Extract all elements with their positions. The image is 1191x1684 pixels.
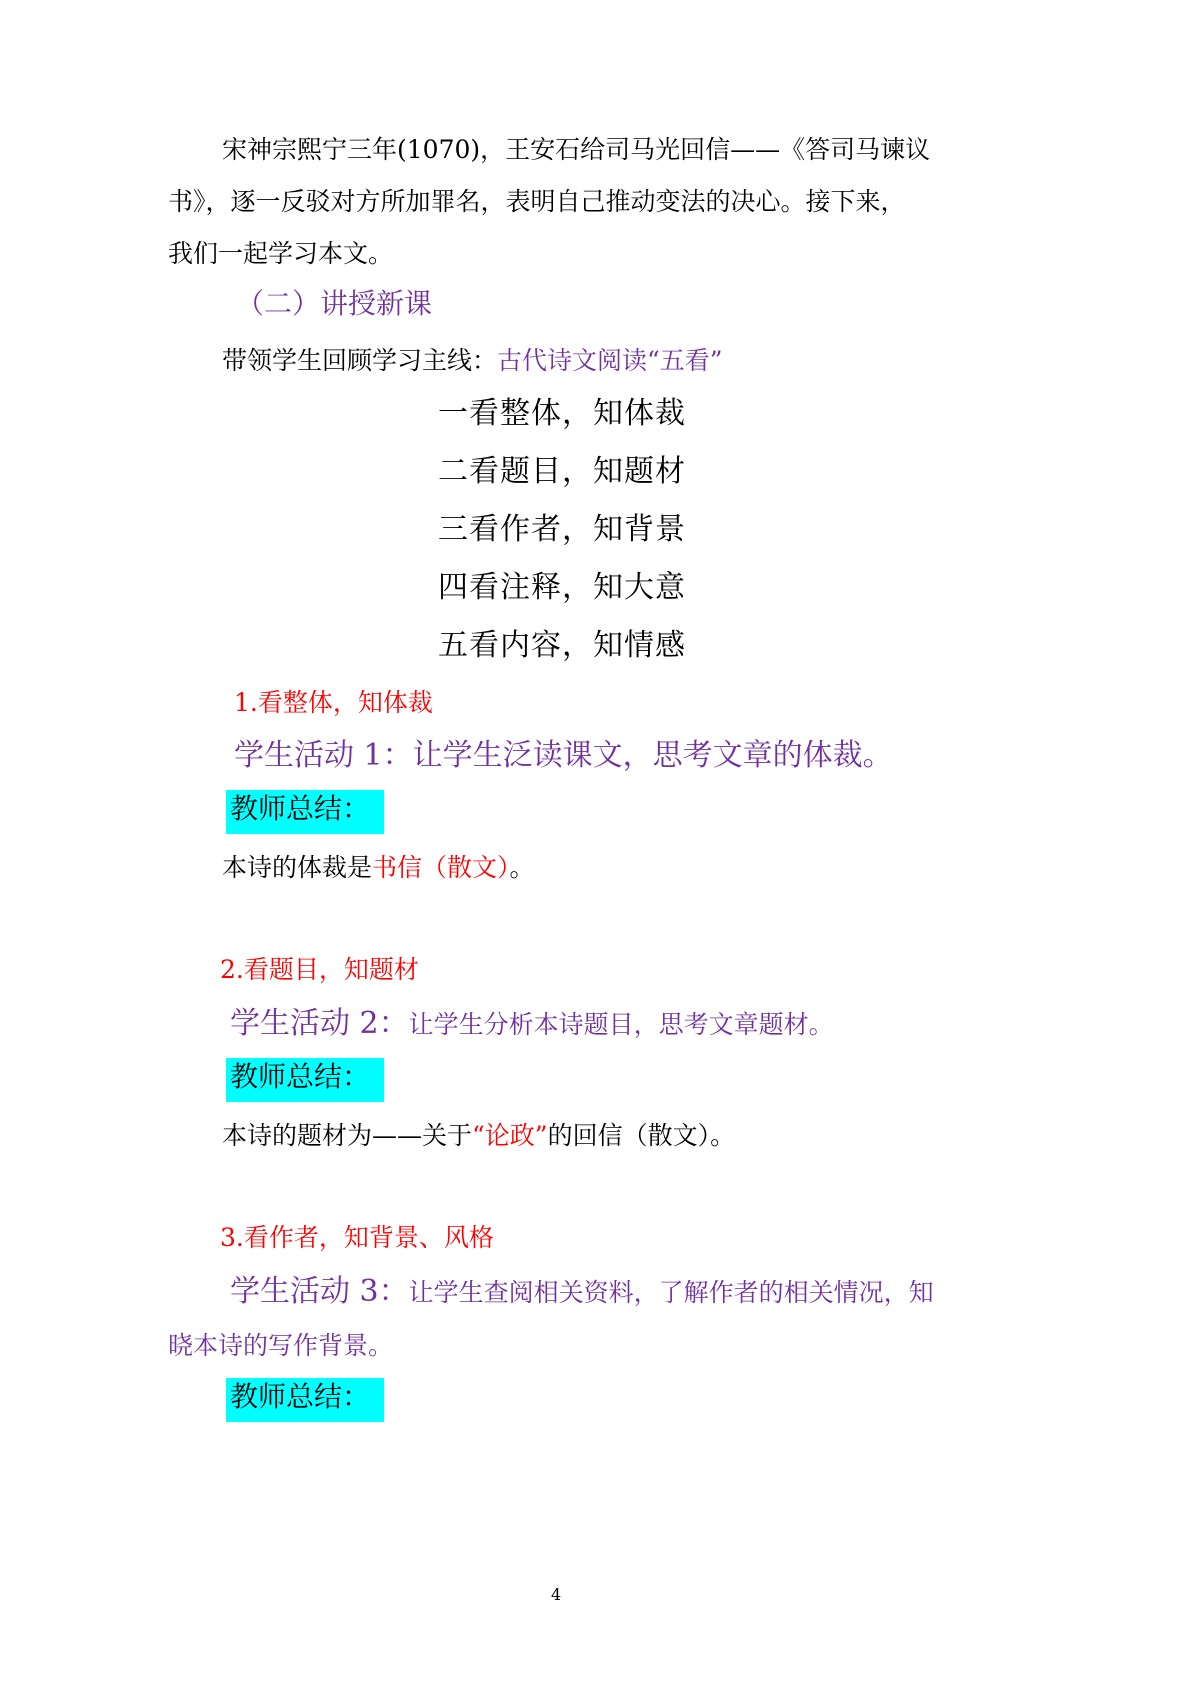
mainline-prefix: 带领学生回顾学习主线： [222,346,498,375]
part3-activity-text: 让学生查阅相关资料，了解作者的相关情况，知 [408,1278,934,1307]
highlight-mark: 教师总结： [226,790,384,834]
part2-activity-label: 学生活动 2： [230,1006,409,1041]
part2-summary-prefix: 本诗的题材为——关于 [222,1121,473,1150]
part3-title: 3.看作者，知背景、风格 [220,1223,494,1252]
part3-activity-continued: 晓本诗的写作背景。 [168,1331,394,1360]
part1-summary [222,848,535,884]
mainline-text [222,341,723,377]
section-heading: （二）讲授新课 [236,287,433,320]
part3-activity [230,1266,934,1310]
five-looks-item-4: 四看注释，知大意 [438,570,686,605]
part2-teacher-summary-label [226,1058,384,1102]
intro-line-3: 我们一起学习本文。 [168,239,394,268]
part1-summary-suffix: 。 [509,853,535,882]
part1-summary-prefix: 本诗的体裁是 [222,853,373,882]
five-looks-item-3: 三看作者，知背景 [438,512,686,547]
mainline-highlight: 古代诗文阅读“五看” [497,346,723,375]
intro-line-1: 宋神宗熙宁三年(1070)，王安石给司马光回信——《答司马谏议 [222,135,931,164]
intro-line-2: 书》，逐一反驳对方所加罪名，表明自己推动变法的决心。接下来， [168,187,906,216]
part2-summary [222,1116,735,1152]
part2-summary-highlight: “论政” [472,1121,548,1150]
five-looks-item-2: 二看题目，知题材 [438,454,686,489]
part3-teacher-summary-label [226,1378,384,1422]
highlight-mark: 教师总结： [226,1058,384,1102]
part1-activity: 学生活动 1：让学生泛读课文，思考文章的体裁。 [234,738,893,773]
page-number: 4 [551,1585,562,1604]
part2-activity [230,998,834,1042]
part1-title: 1.看整体，知体裁 [234,688,433,717]
part3-activity-label: 学生活动 3： [230,1274,409,1309]
five-looks-item-5: 五看内容，知情感 [438,628,686,663]
part2-activity-text: 让学生分析本诗题目，思考文章题材。 [408,1010,834,1039]
five-looks-item-1: 一看整体，知体裁 [438,396,686,431]
part2-title: 2.看题目，知题材 [220,955,419,984]
part1-teacher-summary-label [226,790,384,834]
highlight-mark: 教师总结： [226,1378,384,1422]
part2-summary-suffix: 的回信（散文）。 [547,1121,736,1150]
part1-summary-highlight: 书信（散文） [372,853,510,882]
